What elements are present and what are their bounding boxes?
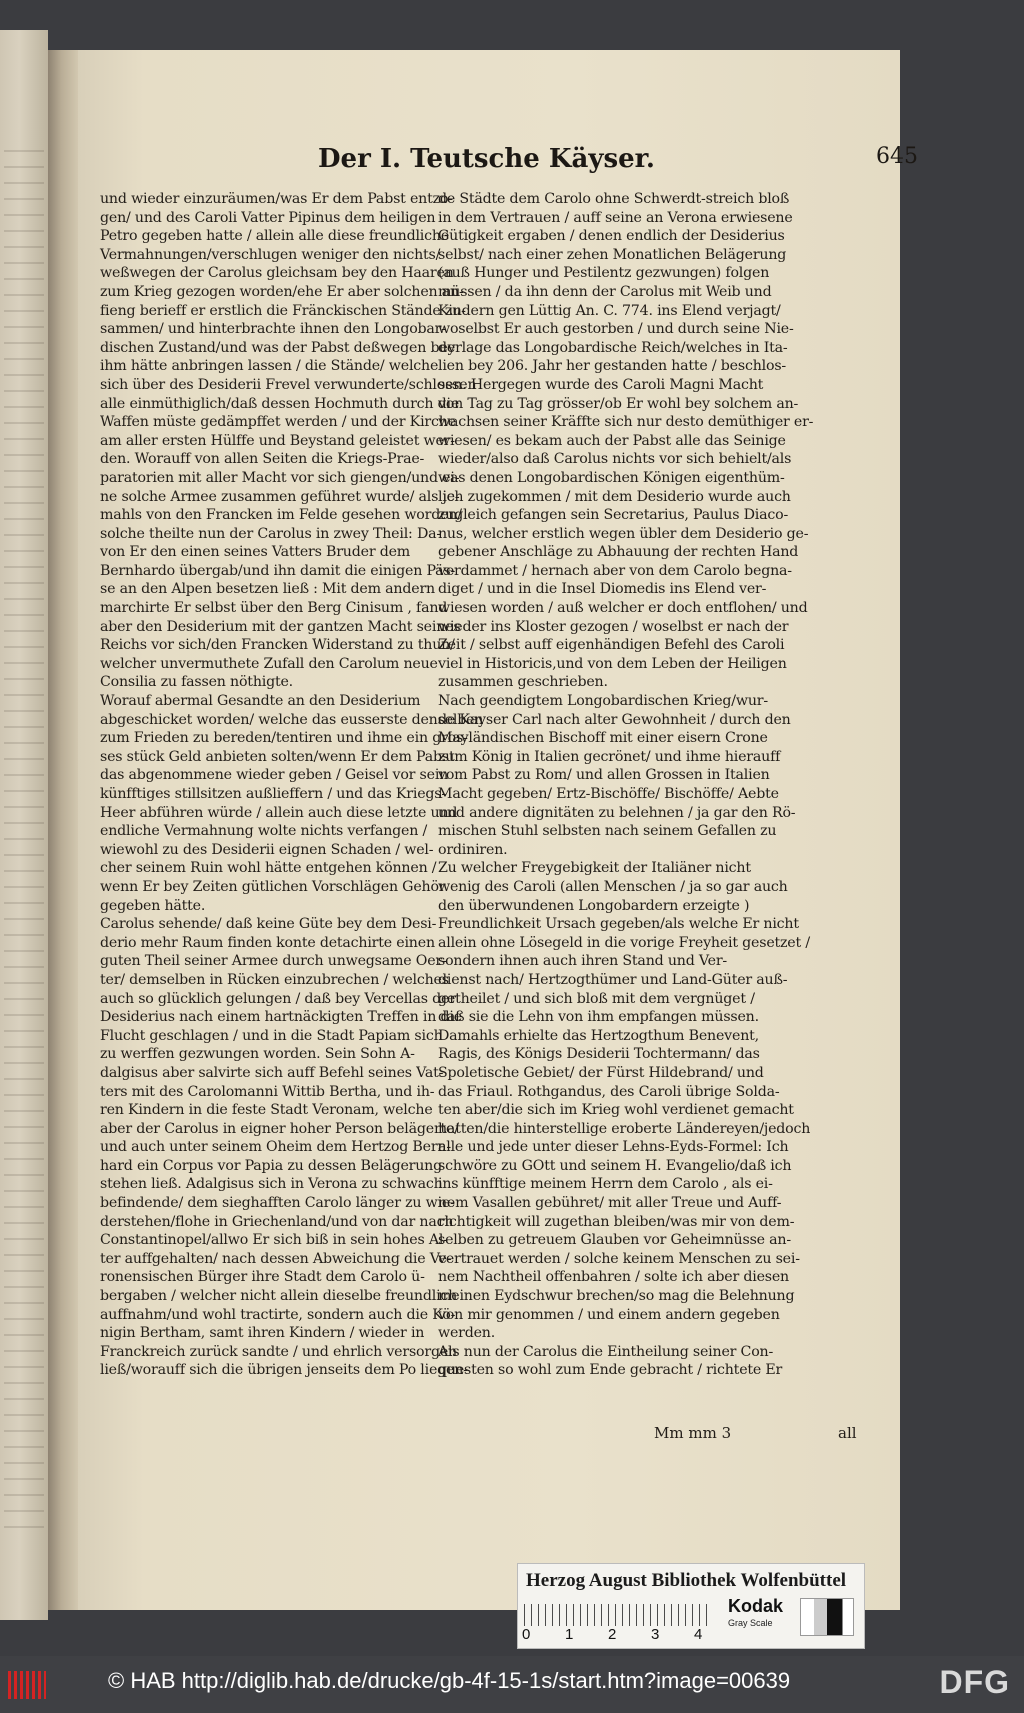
- text-line: nigin Bertham, samt ihren Kindern / wieder in: [100, 1325, 425, 1342]
- ruler-number: 2: [608, 1626, 617, 1643]
- text-line: Zeit / selbst auff eigenhändigen Befehl des Caroli: [438, 637, 785, 654]
- text-line: Vermahnungen/verschlugen weniger den nichts/: [100, 246, 441, 263]
- text-line: Worauf abermal Gesandte an den Desiderium: [100, 693, 421, 710]
- text-line: ihm hätte anbringen lassen / die Stände/ welche: [100, 358, 439, 375]
- text-line: und auch unter seinem Oheim dem Hertzog Bern-: [100, 1139, 451, 1156]
- previous-page-text-edge: [4, 150, 44, 1530]
- color-reference-card: [517, 1563, 865, 1649]
- text-line: derio mehr Raum finden konte detachirte einen: [100, 934, 435, 951]
- text-line: wenig des Caroli (allen Menschen / ja so gar auch: [438, 878, 788, 895]
- text-line: ins künfftige meinem Herrn dem Carolo , als ei-: [438, 1176, 773, 1193]
- text-line: mahls von den Francken im Felde gesehen worden/: [100, 507, 462, 524]
- text-line: ses stück Geld anbieten solten/wenn Er dem Pabst: [100, 748, 455, 765]
- text-line: von Er den einen seines Vatters Bruder dem: [100, 544, 411, 561]
- text-line: das abgenommene wieder geben / Geisel vor sein: [100, 767, 449, 784]
- ruler-number: 4: [694, 1626, 703, 1643]
- text-line: Petro gegeben hatte / allein alle diese freundliche: [100, 228, 450, 245]
- text-line: ren Kindern in die feste Stadt Veronam, welche: [100, 1102, 433, 1119]
- text-line: sich über des Desiderii Frevel verwunderte/schlossen: [100, 376, 477, 393]
- running-title: Der I. Teutsche Käyser.: [318, 144, 655, 174]
- text-line: nem Nachtheil offenbahren / solte ich aber diesen: [438, 1269, 789, 1286]
- ruler-number: 0: [522, 1626, 531, 1643]
- text-line: endliche Vermahnung wolte nichts verfangen /: [100, 823, 428, 840]
- text-line: nus, welcher erstlich wegen übler dem Desiderio ge-: [438, 525, 809, 542]
- text-line: auch so glücklich gelungen / daß bey Vercellas der: [100, 990, 456, 1007]
- library-name: Herzog August Bibliothek Wolfenbüttel: [526, 1570, 847, 1591]
- dfg-logo: DFG: [939, 1664, 1010, 1700]
- text-line: zum König in Italien gecrönet/ und ihme hierauff: [438, 748, 781, 765]
- text-line: ten aber/die sich im Krieg wohl verdienet gemacht: [438, 1102, 794, 1119]
- text-line: solche theilte nun der Carolus in zwey Theil: Da-: [100, 525, 441, 542]
- text-line: allein ohne Lösegeld in die vorige Freyheit gesetzet /: [438, 934, 810, 951]
- text-line: derlage das Longobardische Reich/welches in Ita-: [438, 339, 788, 356]
- text-line: ließ/worauff sich die übrigen jenseits dem Po liegen-: [100, 1362, 468, 1379]
- text-line: aber der Carolus in eigner hoher Person belägerte/: [100, 1120, 459, 1137]
- text-line: mischen Stuhl selbsten nach seinem Gefallen zu: [438, 823, 777, 840]
- text-line: Ragis, des Königs Desiderii Tochtermann/ das: [438, 1046, 760, 1063]
- text-line: sen. Hergegen wurde des Caroli Magni Macht: [438, 376, 764, 393]
- text-line: gebener Anschläge zu Abhauung der rechten Hand: [438, 544, 799, 561]
- text-line: von Tag zu Tag grösser/ob Er wohl bey solchem an-: [438, 395, 799, 412]
- text-line: Kindern gen Lüttig An. C. 774. ins Elend verjagt/: [438, 302, 781, 319]
- text-line: gegeben hätte.: [100, 897, 206, 914]
- text-line: Constantinopel/allwo Er sich biß in sein hohes Al-: [100, 1232, 448, 1249]
- text-line: Macht gegeben/ Ertz-Bischöffe/ Bischöffe/ Aebte: [438, 786, 779, 802]
- ruler: [524, 1604, 712, 1626]
- hab-logo-icon: [8, 1671, 46, 1699]
- text-line: wiesen worden / auß welcher er doch entflohen/ und: [438, 600, 808, 617]
- text-line: Franckreich zurück sandte / und ehrlich versorgen: [100, 1343, 457, 1360]
- text-line: zugleich gefangen sein Secretarius, Paulus Diaco-: [438, 507, 789, 524]
- text-line: ne solche Armee zusammen geführet wurde/ als je-: [100, 488, 460, 505]
- text-line: auffnahm/und wohl tractirte, sondern auch die Kö-: [100, 1306, 456, 1323]
- text-line: marchirte Er selbst über den Berg Cinisum , fand: [100, 600, 448, 617]
- text-line: ronensischen Bürger ihre Stadt dem Carolo ü-: [100, 1269, 425, 1286]
- text-line: in dem Vertrauen / auff seine an Verona erwiesene: [438, 209, 793, 226]
- text-line: sammen/ und hinterbrachte ihnen den Longobar-: [100, 321, 446, 338]
- text-line: hatten/die hinterstellige eroberte Ländereyen/jedoch: [438, 1120, 811, 1137]
- text-line: daß sie die Lehn von ihm empfangen müssen.: [438, 1009, 759, 1026]
- text-line: weßwegen der Carolus gleichsam bey den Haaren: [100, 265, 454, 282]
- text-line: dienst nach/ Hertzogthümer und Land-Güter auß-: [438, 971, 788, 988]
- text-line: se an den Alpen besetzen ließ : Mit dem andern: [100, 581, 435, 598]
- text-line: derstehen/flohe in Griechenland/und von dar nach: [100, 1213, 454, 1230]
- text-line: schwöre zu GOtt und seinem H. Evangelio/daß ich: [438, 1157, 792, 1174]
- citation-link[interactable]: © HAB http://diglib.hab.de/drucke/gb-4f-15-1s/start.htm?image=00639: [108, 1668, 791, 1693]
- text-line: ter auffgehalten/ nach dessen Abweichung die Ve-: [100, 1250, 452, 1267]
- text-line: diget / und in die Insel Diomedis ins Elend ver-: [438, 581, 767, 598]
- text-line: de Städte dem Carolo ohne Schwerdt-streich bloß: [438, 191, 790, 207]
- text-line: zum Krieg gezogen worden/ehe Er aber solchen an-: [100, 283, 464, 300]
- text-line: hard ein Corpus vor Papia zu dessen Belägerung: [100, 1157, 442, 1174]
- text-line: zum Frieden zu bereden/tentiren und ihme ein gros-: [100, 730, 468, 747]
- text-line: vom Pabst zu Rom/ und allen Grossen in Italien: [438, 767, 770, 784]
- text-line: werden.: [438, 1325, 496, 1342]
- page-footer-line: [156, 1424, 856, 1446]
- text-line: getheilet / und sich bloß mit dem vergnüget /: [438, 990, 755, 1007]
- text-line: ters mit des Carolomanni Wittib Bertha, und ih-: [100, 1083, 435, 1100]
- text-line: Zu welcher Freygebigkeit der Italiäner nicht: [438, 860, 751, 877]
- previous-page-edge: [0, 30, 48, 1620]
- text-line: lien bey 206. Jahr her gestanden hatte / beschlos-: [438, 358, 786, 375]
- text-line: zusammen geschrieben.: [438, 674, 608, 691]
- text-line: guten Theil seiner Armee durch unwegsame Oer-: [100, 953, 447, 970]
- ruler-number: 3: [651, 1626, 660, 1643]
- text-line: abgeschicket worden/ welche das eusserste denselben: [100, 711, 484, 728]
- text-line: paratorien mit aller Macht vor sich giengen/und ei-: [100, 469, 460, 486]
- text-line: Reichs vor sich/den Francken Widerstand zu thun/: [100, 637, 455, 654]
- text-line: Consilia zu fassen nöthigte.: [100, 674, 293, 691]
- text-line: (auß Hunger und Pestilentz gezwungen) folgen: [438, 265, 770, 282]
- text-line: woselbst Er auch gestorben / und durch seine Nie-: [438, 321, 794, 338]
- text-line: Damahls erhielte das Hertzogthum Benevent,: [438, 1027, 759, 1044]
- text-line: Desiderius nach einem hartnäckigten Treffen in die: [100, 1009, 462, 1026]
- text-line: sondern ihnen auch ihren Stand und Ver-: [438, 953, 728, 970]
- text-line: ordiniren.: [438, 841, 508, 858]
- text-line: dischen Zustand/und was der Pabst deßwegen bey: [100, 339, 456, 356]
- text-line: meinen Eydschwur brechen/so mag die Belehnung: [438, 1288, 795, 1305]
- text-line: alle und jede unter dieser Lehns-Eyds-Formel: Ich: [438, 1139, 789, 1156]
- text-line: zu werffen gezwungen worden. Sein Sohn A-: [100, 1046, 415, 1063]
- footer-bar: [0, 1656, 1024, 1713]
- text-line: stehen ließ. Adalgisus sich in Verona zu schwach: [100, 1176, 443, 1193]
- text-line: wieder/also daß Carolus nichts vor sich behielt/als: [438, 451, 792, 468]
- text-line: viel in Historicis,und von dem Leben der Heiligen: [438, 655, 787, 672]
- text-line: bergaben / welcher nicht allein dieselbe freundlich: [100, 1288, 458, 1305]
- catchword: all: [838, 1424, 857, 1442]
- text-line: befindende/ dem sieghafften Carolo länger zu wie-: [100, 1195, 455, 1212]
- book-gutter: [48, 50, 82, 1610]
- text-line: am aller ersten Hülffe und Beystand geleistet wer-: [100, 432, 455, 449]
- text-line: den überwundenen Longobardern erzeigte ): [438, 897, 750, 914]
- text-line: vertrauet werden / solche keinem Menschen zu sei-: [438, 1250, 800, 1267]
- text-line: selben zu getreuem Glauben vor Geheimnüsse an-: [438, 1232, 791, 1249]
- text-line: questen so wohl zum Ende gebracht / richtete Er: [438, 1362, 783, 1379]
- text-line: was denen Longobardischen Königen eigenthüm-: [438, 469, 785, 486]
- page-number: 645: [876, 144, 918, 169]
- text-line: ter/ demselben in Rücken einzubrechen / welches: [100, 971, 449, 988]
- right-column: [438, 190, 814, 1380]
- text-line: von mir genommen / und einem andern gegeben: [438, 1306, 780, 1323]
- text-line: Carolus sehende/ daß keine Güte bey dem Desi-: [100, 916, 437, 933]
- gray-scale-label: Gray Scale: [728, 1618, 773, 1628]
- text-line: gen/ und des Caroli Vatter Pipinus dem heiligen: [100, 209, 436, 226]
- text-line: das Friaul. Rothgandus, des Caroli übrige Solda-: [438, 1083, 780, 1100]
- text-line: Bernhardo übergab/und ihn damit die einigen Päs-: [100, 562, 456, 579]
- text-line: künfftiges stillsitzen außlieffern / und das Kriegs-: [100, 786, 446, 802]
- text-line: Mayländischen Bischoff mit einer eisern Crone: [438, 730, 768, 747]
- text-line: Spoletische Gebiet/ der Fürst Hildebrand/ und: [438, 1064, 764, 1081]
- page: [78, 50, 918, 1610]
- text-line: wiewohl zu des Desiderii eignen Schaden / wel-: [100, 841, 434, 858]
- page-header: [318, 144, 918, 184]
- text-line: Freundlichkeit Ursach gegeben/als welche Er nicht: [438, 916, 799, 933]
- gray-swatches: [800, 1598, 854, 1636]
- text-line: den. Worauff von allen Seiten die Kriegs-Prae-: [100, 451, 425, 468]
- text-line: Heer abführen würde / allein auch diese letzte und: [100, 804, 458, 821]
- text-line: cher seinem Ruin wohl hätte entgehen können /: [100, 860, 437, 877]
- text-line: nem Vasallen gebühret/ mit aller Treue und Auff-: [438, 1195, 782, 1212]
- text-line: richtigkeit will zugethan bleiben/was mir von dem-: [438, 1213, 795, 1230]
- ruler-number: 1: [565, 1626, 574, 1643]
- text-line: und andere dignitäten zu belehnen / ja gar den Rö-: [438, 804, 796, 821]
- text-line: Gütigkeit ergaben / denen endlich der Desiderius: [438, 228, 785, 245]
- text-line: wachsen seiner Kräffte sich nur desto demüthiger er-: [438, 414, 814, 431]
- text-line: lich zugekommen / mit dem Desiderio wurde auch: [438, 488, 791, 505]
- text-line: alle einmüthiglich/daß dessen Hochmuth durch die: [100, 395, 460, 412]
- text-line: Als nun der Carolus die Eintheilung seiner Con-: [438, 1343, 774, 1360]
- text-line: welcher unvermuthete Zufall den Carolum neue: [100, 655, 438, 672]
- text-line: aber den Desiderium mit der gantzen Macht seines: [100, 618, 461, 635]
- text-line: müssen / da ihn denn der Carolus mit Weib und: [438, 283, 772, 300]
- text-line: und wieder einzuräumen/was Er dem Pabst entzo-: [100, 191, 453, 207]
- text-line: selbst/ nach einer zehen Monatlichen Belägerung: [438, 246, 787, 263]
- text-line: wieder ins Kloster gezogen / woselbst er nach der: [438, 618, 789, 635]
- text-line: wenn Er bey Zeiten gütlichen Vorschlägen Gehör: [100, 878, 446, 895]
- text-line: fieng berieff er erstlich die Fränckischen Stände zu-: [100, 302, 466, 319]
- text-line: Flucht geschlagen / und in die Stadt Papiam sich: [100, 1027, 443, 1044]
- text-line: dalgisus aber salvirte sich auff Befehl seines Vat-: [100, 1064, 444, 1081]
- text-line: Nach geendigtem Longobardischen Krieg/wur-: [438, 693, 768, 710]
- text-line: wiesen/ es bekam auch der Pabst alle das Seinige: [438, 432, 786, 449]
- text-line: Waffen müste gedämpffet werden / und der Kirche: [100, 414, 456, 431]
- text-line: verdammet / hernach aber von dem Carolo begna-: [438, 562, 792, 579]
- text-line: de Kayser Carl nach alter Gewohnheit / durch den: [438, 711, 791, 728]
- signature-mark: Mm mm 3: [654, 1424, 732, 1442]
- kodak-label: Kodak: [728, 1596, 784, 1616]
